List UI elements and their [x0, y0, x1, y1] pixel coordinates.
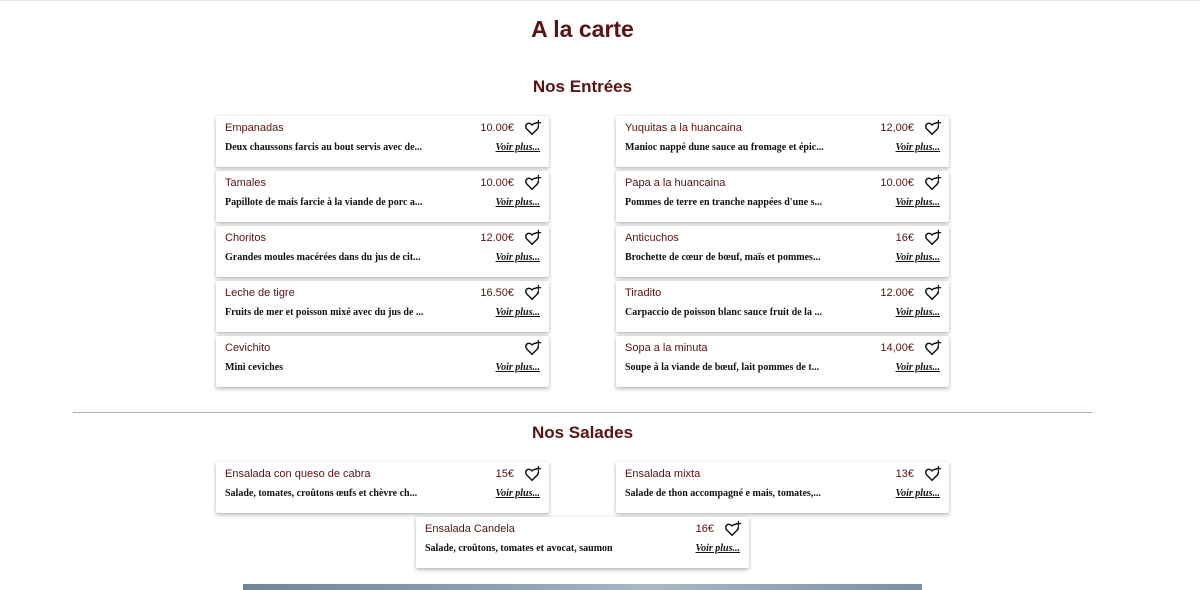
- add-favorite-icon[interactable]: [524, 229, 542, 247]
- heart-plus-svg: [524, 339, 542, 357]
- menu-item-description: Pommes de terre en tranche nappées d'une s...: [625, 197, 823, 208]
- menu-item-card[interactable]: [616, 281, 949, 332]
- add-favorite-icon[interactable]: [524, 284, 542, 302]
- heart-plus-svg: [924, 284, 942, 302]
- add-favorite-icon[interactable]: [924, 229, 942, 247]
- see-more-link[interactable]: Voir plus...: [895, 307, 940, 318]
- menu-item-name: Anticuchos: [625, 232, 679, 244]
- menu-item-name: Tamales: [225, 177, 266, 189]
- menu-item-name: Empanadas: [225, 122, 284, 134]
- menu-item-card[interactable]: [616, 462, 949, 513]
- menu-item-description: Fruits de mer et poisson mixé avec du jus de ...: [225, 307, 424, 318]
- heart-plus-svg: [524, 465, 542, 483]
- page-title: A la carte: [531, 16, 634, 42]
- menu-item-price: 16.50€: [480, 287, 514, 299]
- menu-item-description: Brochette de cœur de bœuf, maïs et pommes...: [625, 252, 821, 263]
- menu-item-name: Leche de tigre: [225, 287, 295, 299]
- menu-item-card[interactable]: [216, 281, 549, 332]
- heart-plus-svg: [924, 119, 942, 137]
- heart-plus-svg: [524, 284, 542, 302]
- add-favorite-icon[interactable]: [924, 465, 942, 483]
- see-more-link[interactable]: Voir plus...: [895, 142, 940, 153]
- see-more-link[interactable]: Voir plus...: [495, 142, 540, 153]
- section-title-entrees: Nos Entrées: [532, 77, 633, 96]
- menu-item-description: Carpaccio de poisson blanc sauce fruit de la ...: [625, 307, 822, 318]
- menu-item-name: Ensalada Candela: [425, 523, 515, 535]
- menu-item-name: Ensalada con queso de cabra: [225, 468, 371, 480]
- menu-item-card[interactable]: [616, 116, 949, 167]
- see-more-link[interactable]: Voir plus...: [495, 362, 540, 373]
- menu-item-price: 12,00€: [880, 122, 914, 134]
- menu-item-description: Soupe à la viande de bœuf, lait pommes de t...: [625, 362, 820, 373]
- section-title-salades: Nos Salades: [531, 423, 634, 442]
- top-border: [0, 0, 1200, 1]
- menu-item-card[interactable]: [616, 171, 949, 222]
- menu-item-card[interactable]: [216, 226, 549, 277]
- menu-item-description: Salade, tomates, croûtons œufs et chèvre ch...: [225, 488, 418, 499]
- add-favorite-icon[interactable]: [924, 174, 942, 192]
- menu-item-description: Manioc nappé dune sauce au fromage et épic...: [625, 142, 824, 153]
- menu-item-name: Cevichito: [225, 342, 271, 354]
- menu-item-card[interactable]: [616, 226, 949, 277]
- banner-image: [243, 584, 922, 590]
- menu-item-price: 10.00€: [880, 177, 914, 189]
- menu-item-price: 10.00€: [480, 122, 514, 134]
- menu-item-card[interactable]: [616, 336, 949, 387]
- menu-item-name: Choritos: [225, 232, 266, 244]
- add-favorite-icon[interactable]: [924, 284, 942, 302]
- see-more-link[interactable]: Voir plus...: [895, 252, 940, 263]
- see-more-link[interactable]: Voir plus...: [695, 543, 740, 554]
- heart-plus-svg: [524, 174, 542, 192]
- menu-item-price: 14,00€: [880, 342, 914, 354]
- menu-item-name: Papa a la huancaina: [625, 177, 726, 189]
- menu-item-card[interactable]: [416, 517, 749, 568]
- menu-item-price: 15€: [495, 468, 514, 480]
- add-favorite-icon[interactable]: [524, 119, 542, 137]
- see-more-link[interactable]: Voir plus...: [495, 307, 540, 318]
- heart-plus-svg: [924, 229, 942, 247]
- heart-plus-svg: [524, 229, 542, 247]
- see-more-link[interactable]: Voir plus...: [495, 252, 540, 263]
- heart-plus-svg: [524, 119, 542, 137]
- add-favorite-icon[interactable]: [524, 339, 542, 357]
- menu-item-description: Salade, croûtons, tomates et avocat, saumon: [425, 543, 613, 554]
- menu-item-price: 10.00€: [480, 177, 514, 189]
- menu-item-price: 16€: [695, 523, 714, 535]
- see-more-link[interactable]: Voir plus...: [895, 197, 940, 208]
- menu-item-name: Yuquitas a la huancaina: [625, 122, 742, 134]
- section-divider: [73, 412, 1092, 413]
- heart-plus-svg: [924, 465, 942, 483]
- menu-item-card[interactable]: [216, 116, 549, 167]
- menu-item-price: 13€: [895, 468, 914, 480]
- see-more-link[interactable]: Voir plus...: [495, 488, 540, 499]
- add-favorite-icon[interactable]: [724, 520, 742, 538]
- menu-item-card[interactable]: [216, 171, 549, 222]
- menu-item-card[interactable]: [216, 462, 549, 513]
- heart-plus-svg: [924, 174, 942, 192]
- menu-item-price: 12.00€: [880, 287, 914, 299]
- menu-item-price: 16€: [895, 232, 914, 244]
- menu-item-name: Ensalada mixta: [625, 468, 701, 480]
- see-more-link[interactable]: Voir plus...: [495, 197, 540, 208]
- add-favorite-icon[interactable]: [924, 339, 942, 357]
- add-favorite-icon[interactable]: [524, 465, 542, 483]
- menu-item-name: Sopa a la minuta: [625, 342, 708, 354]
- menu-item-description: Deux chaussons farcis au bout servis avec de...: [225, 142, 423, 153]
- menu-item-description: Papillote de mais farcie à la viande de porc a...: [225, 197, 423, 208]
- menu-item-price: 12.00€: [480, 232, 514, 244]
- menu-item-name: Tiradito: [625, 287, 662, 299]
- heart-plus-svg: [724, 520, 742, 538]
- add-favorite-icon[interactable]: [924, 119, 942, 137]
- menu-item-description: Salade de thon accompagné e mais, tomates,...: [625, 488, 821, 499]
- add-favorite-icon[interactable]: [524, 174, 542, 192]
- menu-item-description: Mini ceviches: [225, 362, 284, 373]
- menu-item-description: Grandes moules macérées dans du jus de cit...: [225, 252, 421, 263]
- see-more-link[interactable]: Voir plus...: [895, 488, 940, 499]
- see-more-link[interactable]: Voir plus...: [895, 362, 940, 373]
- heart-plus-svg: [924, 339, 942, 357]
- menu-item-card[interactable]: [216, 336, 549, 387]
